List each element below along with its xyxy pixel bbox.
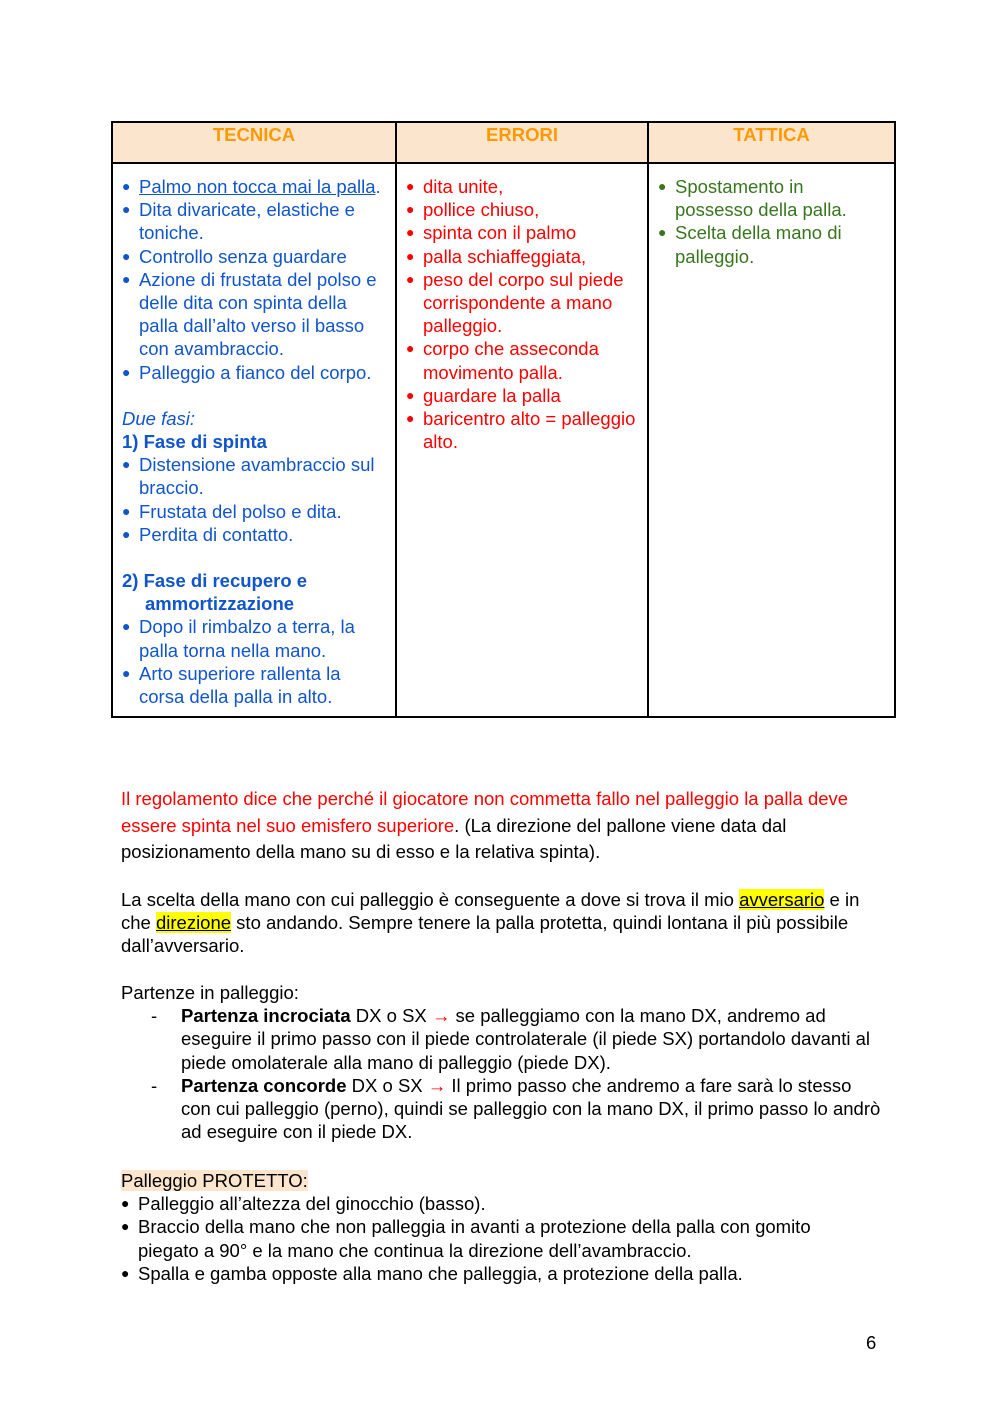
table-header-row (112, 122, 895, 163)
list-item: - Partenza concorde DX o SX → Il primo passo che andremo a fare sarà lo stesso con cui palleggio (perno), quindi se palleggio con la mano DX, il primo passo lo andrò ad eseguire con il piede DX. (121, 1074, 881, 1144)
list-item: ● Dita divaricate, elastiche e toniche. (122, 198, 387, 244)
underlined-text: Palmo non tocca mai la palla (139, 176, 376, 197)
protetto-title: Palleggio PROTETTO: (121, 1170, 308, 1191)
list-item: ● Palmo non tocca mai la palla. (122, 175, 387, 198)
header-errori: ERRORI (396, 122, 648, 163)
list-item: ● Palleggio all’altezza del ginocchio (basso). (121, 1192, 821, 1215)
list-item: ● Controllo senza guardare (122, 245, 387, 268)
table-row (112, 163, 895, 717)
due-fasi-label: Due fasi: (122, 407, 196, 429)
list-item: ● peso del corpo sul piede corrispondente a mano palleggio. (406, 268, 639, 338)
header-tecnica: TECNICA (112, 122, 396, 163)
list-item: ● Spalla e gamba opposte alla mano che palleggia, a protezione della palla. (121, 1262, 821, 1285)
page-number: 6 (866, 1332, 877, 1353)
tecnica-cell (112, 163, 396, 717)
list-item: ● Azione di frustata del polso e delle dita con spinta della palla dall’alto verso il basso con avambraccio. (122, 268, 387, 361)
partenze-section (121, 981, 881, 1143)
list-item: ● dita unite, (406, 175, 639, 198)
scelta-paragraph: La scelta della mano con cui palleggio è conseguente a dove si trova il mio avversario e in che direzione sto andando. Sempre tenere la palla protetta, quindi lontana il più possibile dall’avversario. (121, 889, 860, 957)
regolamento-paragraph: Il regolamento dice che perché il giocatore non commetta fallo nel palleggio la palla deve essere spinta nel suo emisfero superiore. (La direzione del pallone viene data dal posizionamento della mano su di esso e la relativa spinta). (121, 788, 849, 862)
list-item: ● Distensione avambraccio sul braccio. (122, 453, 387, 499)
list-item: ● Braccio della mano che non palleggia in avanti a protezione della palla con gomito piegato a 90° e la mano che continua la direzione dell’avambraccio. (121, 1215, 821, 1261)
protetto-section (121, 1169, 821, 1285)
errori-cell (396, 163, 648, 717)
list-item: ● spinta con il palmo (406, 221, 639, 244)
list-item: ● Arto superiore rallenta la corsa della palla in alto. (122, 662, 387, 708)
fase2-title: 2) Fase di recupero e ammortizzazione (122, 570, 308, 615)
list-item: ● Frustata del polso e dita. (122, 500, 387, 523)
list-item: ● Dopo il rimbalzo a terra, la palla torna nella mano. (122, 615, 387, 661)
fase1-title: 1) Fase di spinta (122, 431, 267, 453)
header-tattica: TATTICA (648, 122, 895, 163)
arrow-icon: → (427, 1074, 447, 1096)
list-item: ● Spostamento in possesso della palla. (658, 175, 886, 221)
list-item: ● palla schiaffeggiata, (406, 245, 639, 268)
list-item: ● Scelta della mano di palleggio. (658, 221, 886, 267)
arrow-icon: → (431, 1005, 451, 1027)
tattica-cell (648, 163, 895, 717)
list-item: ● Palleggio a fianco del corpo. (122, 361, 387, 384)
list-item: - Partenza incrociata DX o SX → se palleggiamo con la mano DX, andremo ad eseguire il primo passo con il piede controlaterale (il piede SX) portandolo davanti al piede omolaterale alla mano di palleggio (piede DX). (121, 1004, 881, 1074)
list-item: ● baricentro alto = palleggio alto. (406, 407, 639, 453)
highlight-avversario: avversario (739, 889, 825, 910)
list-item: ● corpo che asseconda movimento palla. (406, 337, 639, 383)
highlight-direzione: direzione (155, 912, 232, 934)
technique-table (111, 121, 896, 718)
list-item: ● guardare la palla (406, 384, 639, 407)
partenze-title: Partenze in palleggio: (121, 982, 299, 1003)
list-item: ● pollice chiuso, (406, 198, 639, 221)
list-item: ● Perdita di contatto. (122, 523, 387, 546)
